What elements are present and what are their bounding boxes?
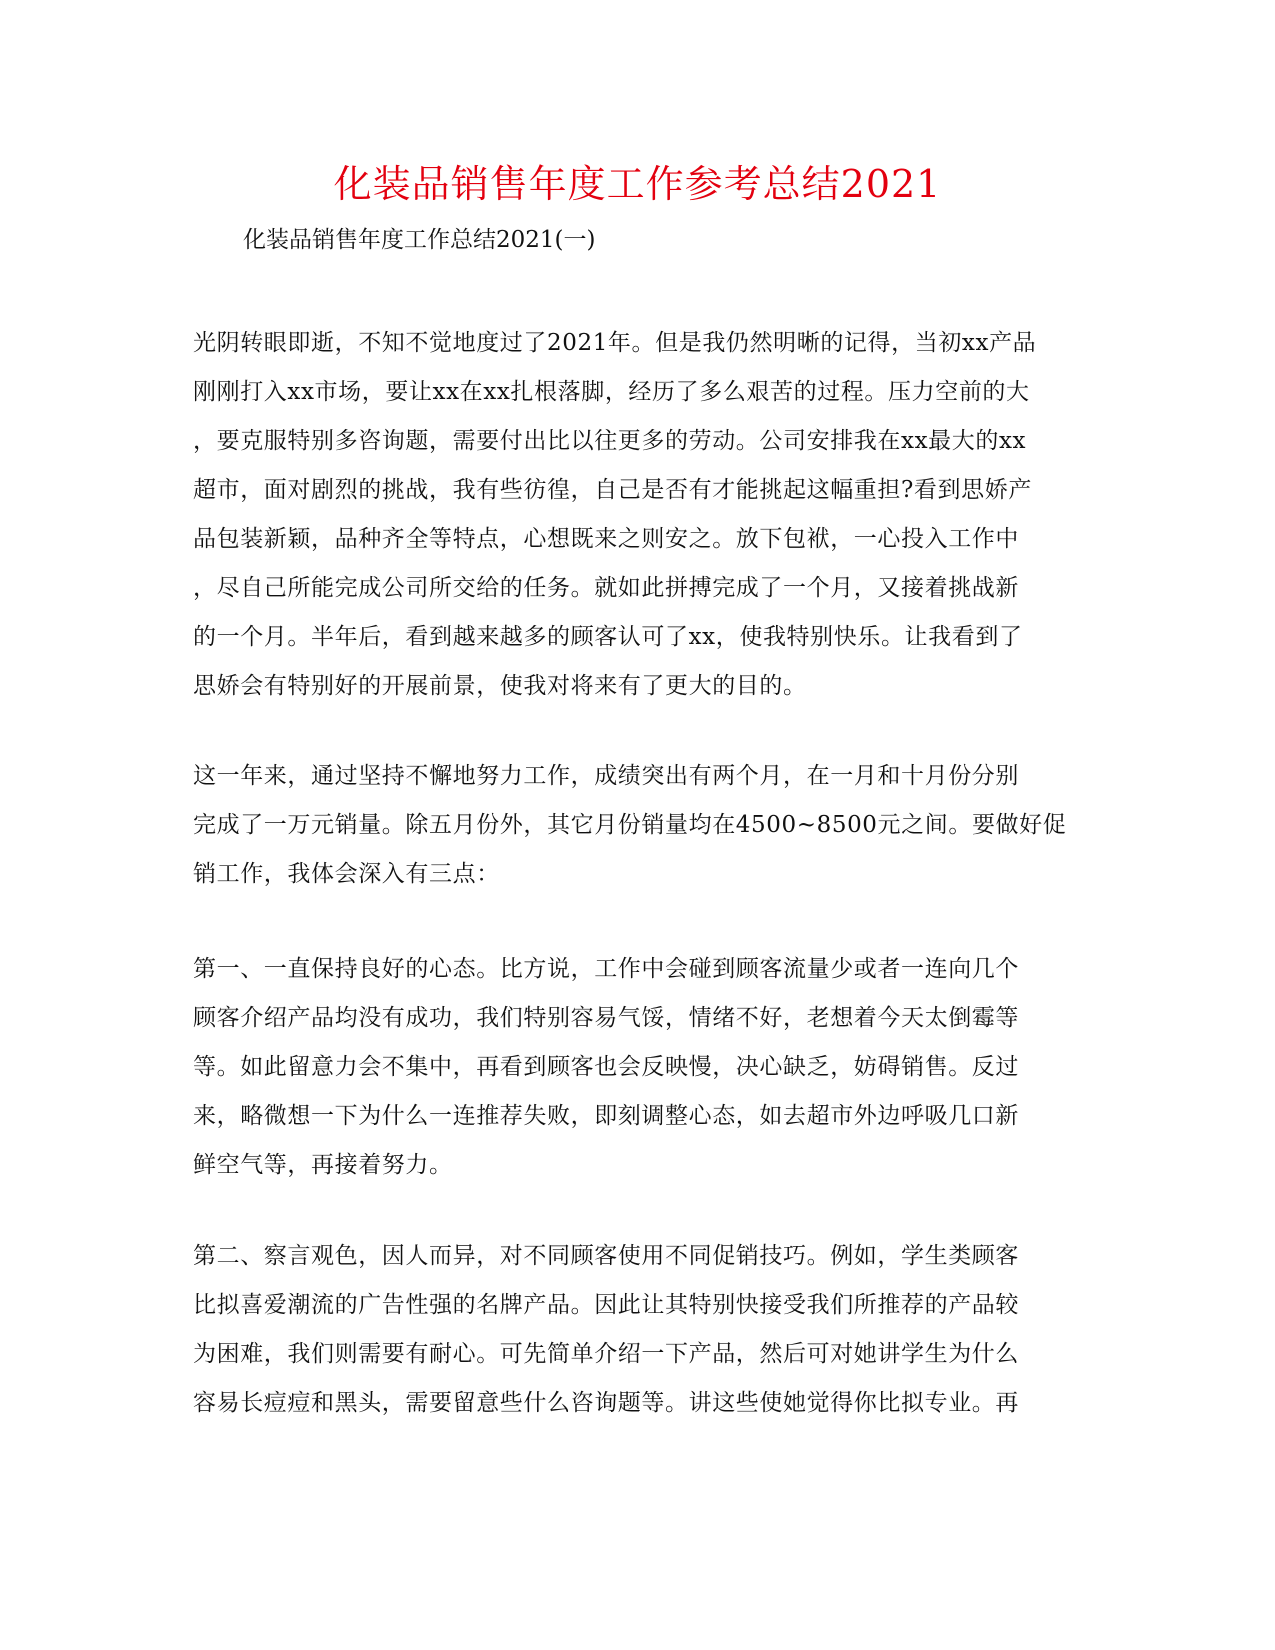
text-line: 品包装新颖，品种齐全等特点，心想既来之则安之。放下包袱，一心投入工作中 — [193, 526, 1019, 552]
text-line: 超市，面对剧烈的挑战，我有些彷徨，自己是否有才能挑起这幅重担?看到思娇产 — [193, 477, 1032, 503]
paragraph-4 — [193, 1232, 1093, 1428]
text-line: 等。如此留意力会不集中，再看到顾客也会反映慢，决心缺乏，妨碍销售。反过 — [193, 1054, 1019, 1080]
text-line: 完成了一万元销量。除五月份外，其它月份销量均在4500~8500元之间。要做好促 — [193, 812, 1067, 838]
text-line: 销工作，我体会深入有三点： — [193, 861, 500, 887]
text-line: ，尽自己所能完成公司所交给的任务。就如此拼搏完成了一个月，又接着挑战新 — [193, 575, 1019, 601]
text-line: 第一、一直保持良好的心态。比方说，工作中会碰到顾客流量少或者一连向几个 — [193, 956, 1019, 982]
text-line: 顾客介绍产品均没有成功，我们特别容易气馁，情绪不好，老想着今天太倒霉等 — [193, 1005, 1019, 1031]
text-line: 的一个月。半年后，看到越来越多的顾客认可了xx，使我特别快乐。让我看到了 — [193, 624, 1023, 650]
paragraph-1 — [193, 319, 1093, 711]
text-line: 思娇会有特别好的开展前景，使我对将来有了更大的目的。 — [193, 673, 807, 699]
text-line: ，要克服特别多咨询题，需要付出比以往更多的劳动。公司安排我在xx最大的xx — [193, 428, 1027, 454]
paragraph-2 — [193, 752, 1093, 899]
text-line: 比拟喜爱潮流的广告性强的名牌产品。因此让其特别快接受我们所推荐的产品较 — [193, 1292, 1019, 1318]
text-line: 来，略微想一下为什么一连推荐失败，即刻调整心态，如去超市外边呼吸几口新 — [193, 1103, 1019, 1129]
document-subtitle: 化装品销售年度工作总结2021(一) — [243, 227, 596, 253]
text-line: 这一年来，通过坚持不懈地努力工作，成绩突出有两个月，在一月和十月份分别 — [193, 763, 1019, 789]
text-line: 刚刚打入xx市场，要让xx在xx扎根落脚，经历了多么艰苦的过程。压力空前的大 — [193, 379, 1030, 405]
text-line: 为困难，我们则需要有耐心。可先简单介绍一下产品，然后可对她讲学生为什么 — [193, 1341, 1019, 1367]
document-title: 化装品销售年度工作参考总结2021 — [333, 162, 942, 206]
text-line: 第二、察言观色，因人而异，对不同顾客使用不同促销技巧。例如，学生类顾客 — [193, 1243, 1019, 1269]
text-line: 光阴转眼即逝，不知不觉地度过了2021年。但是我仍然明晰的记得，当初xx产品 — [193, 330, 1037, 356]
text-line: 容易长痘痘和黑头，需要留意些什么咨询题等。讲这些使她觉得你比拟专业。再 — [193, 1390, 1019, 1416]
paragraph-3 — [193, 945, 1093, 1190]
text-line: 鲜空气等，再接着努力。 — [193, 1152, 453, 1178]
